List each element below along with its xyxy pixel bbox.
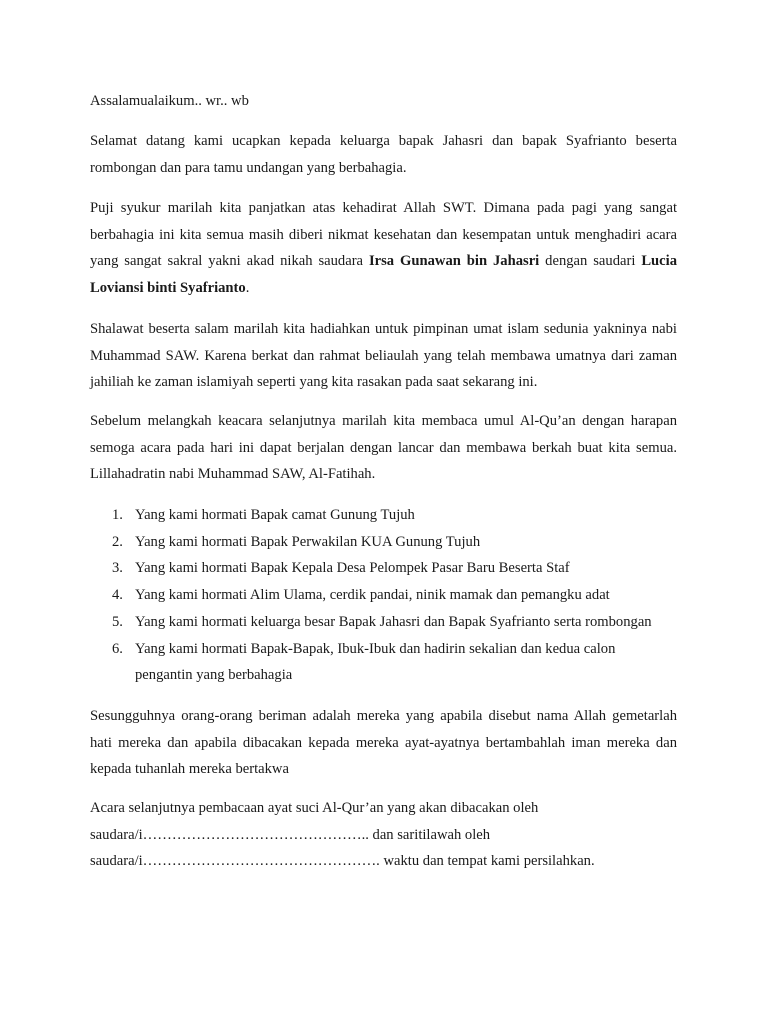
list-number: 6. bbox=[112, 640, 123, 657]
list-text: Yang kami hormati keluarga besar Bapak Jahasri dan Bapak Syafrianto serta rombongan bbox=[135, 613, 652, 630]
list-number: 2. bbox=[112, 533, 123, 550]
list-text: Yang kami hormati Bapak camat Gunung Tujuh bbox=[135, 507, 415, 523]
before-paragraph: Sebelum melangkah keacara selanjutnya marilah kita membaca umul Al-Qu’an dengan harapan semoga acara pada hari ini dapat berjalan dengan lancar dan membawa berkah buat kita semua. Lillahadratin nabi Muhammad SAW, Al-Fatihah. bbox=[90, 413, 677, 483]
list-text: Yang kami hormati Bapak Kepala Desa Pelompek Pasar Baru Beserta Staf bbox=[135, 560, 570, 577]
praise-text-2: dengan saudari bbox=[539, 253, 642, 270]
list-item bbox=[90, 636, 677, 689]
list-number: 3. bbox=[112, 560, 123, 577]
next-line-3: saudara/i…………………………………………. waktu dan tempat kami persilahkan. bbox=[90, 853, 595, 870]
honorifics-list bbox=[90, 502, 677, 689]
next-line-1: Acara selanjutnya pembacaan ayat suci Al-Qur’an yang akan dibacakan oleh bbox=[90, 800, 539, 816]
praise-paragraph bbox=[90, 195, 677, 302]
greeting: Assalamualaikum.. wr.. wb bbox=[90, 93, 249, 109]
faith-paragraph: Sesungguhnya orang-orang beriman adalah mereka yang apabila disebut nama Allah gemetarlah hati mereka dan apabila dibacakan kepada mereka ayat-ayatnya bertambahlah iman mereka dan kepada tuhanlah mereka bertakwa bbox=[90, 708, 677, 778]
list-number: 4. bbox=[112, 587, 123, 604]
list-text: Yang kami hormati Bapak Perwakilan KUA Gunung Tujuh bbox=[135, 533, 481, 550]
list-item bbox=[90, 609, 677, 636]
welcome-paragraph: Selamat datang kami ucapkan kepada keluarga bapak Jahasri dan bapak Syafrianto beserta rombongan dan para tamu undangan yang berbahagia. bbox=[90, 133, 677, 176]
list-item bbox=[90, 582, 677, 609]
list-number: 1. bbox=[112, 507, 123, 523]
shalawat-paragraph: Shalawat beserta salam marilah kita hadiahkan untuk pimpinan umat islam sedunia yakninya nabi Muhammad SAW. Karena berkat dan rahmat beliaulah yang telah membawa umatnya dari zaman jahiliah ke zaman islamiyah seperti yang kita rasakan pada saat sekarang ini. bbox=[90, 321, 677, 391]
praise-text-3: . bbox=[245, 280, 250, 297]
bride-name: Lucia Loviansi binti Syafrianto bbox=[90, 253, 677, 297]
list-item bbox=[90, 555, 677, 582]
list-item bbox=[90, 502, 677, 529]
praise-text-1: Puji syukur marilah kita panjatkan atas kehadirat Allah SWT. Dimana pada pagi yang sangat berbahagia ini kita semua masih diberi nikmat kesehatan dan kesempatan untuk menghadiri acara yang sangat sakral yakni akad nikah saudara bbox=[90, 200, 677, 270]
next-line-2: saudara/i……………………………………….. dan saritilawah oleh bbox=[90, 826, 491, 843]
list-text: Yang kami hormati Alim Ulama, cerdik pandai, ninik mamak dan pemangku adat bbox=[135, 587, 610, 604]
groom-name: Irsa Gunawan bin Jahasri bbox=[368, 253, 540, 270]
list-number: 5. bbox=[112, 613, 123, 630]
next-program-paragraph bbox=[90, 795, 677, 875]
list-text: Yang kami hormati Bapak-Bapak, Ibuk-Ibuk dan hadirin sekalian dan kedua calon pengantin yang berbahagia bbox=[135, 640, 616, 684]
list-item bbox=[90, 529, 677, 556]
